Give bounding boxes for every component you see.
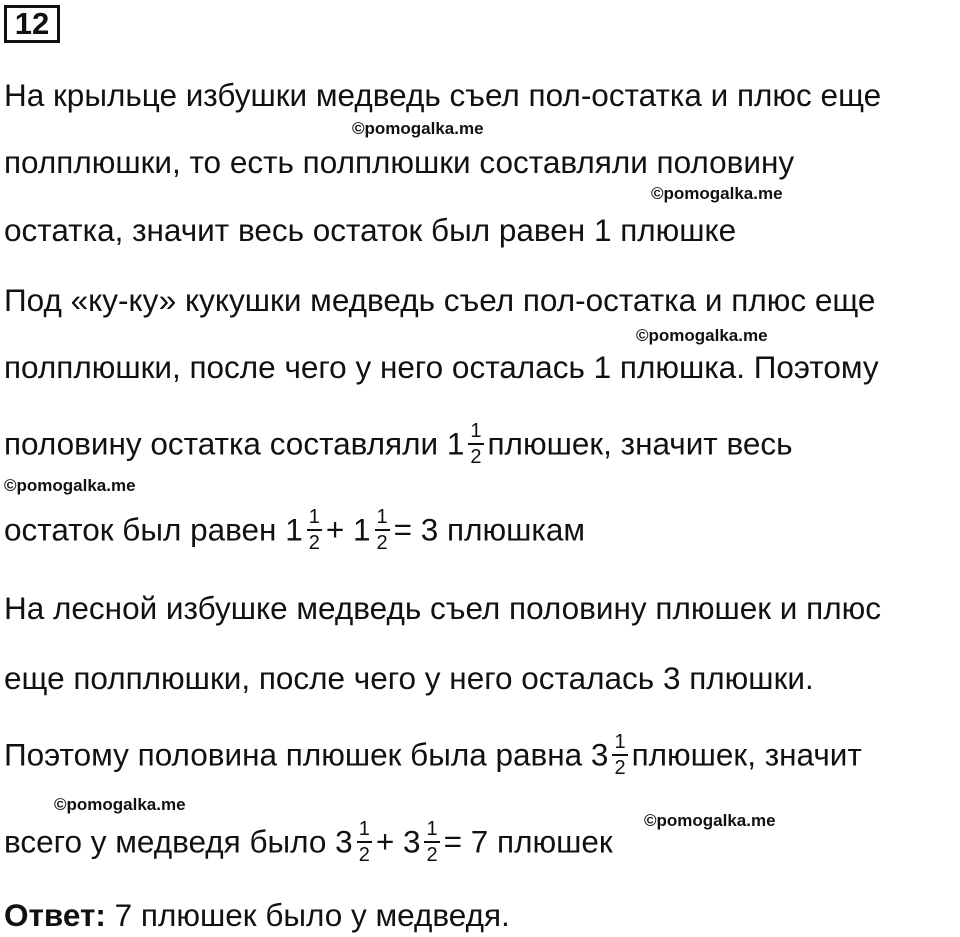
fraction-denominator: 2 [308, 532, 320, 554]
fraction-numerator: 1 [307, 506, 322, 531]
text-line-4: Под «ку-ку» кукушки медведь съел пол-остатка и плюс еще [4, 282, 876, 318]
text-segment: + 3 [375, 823, 421, 860]
text-segment: плюшек, значит весь [487, 425, 793, 462]
text-line-3: остатка, значит весь остаток был равен 1 плюшке [4, 212, 737, 248]
fraction-one-half [612, 731, 627, 779]
watermark: ©pomogalka.me [4, 476, 136, 495]
text-line-5: полплюшки, после чего у него осталась 1 плюшка. Поэтому [4, 349, 879, 385]
answer-line [4, 895, 510, 935]
fraction-denominator: 2 [614, 757, 626, 779]
watermark: ©pomogalka.me [352, 119, 484, 138]
text-line-2: полплюшки, то есть полплюшки составляли половину [4, 144, 795, 180]
watermark: ©pomogalka.me [636, 326, 768, 345]
fraction-numerator: 1 [357, 818, 372, 843]
fraction-numerator: 1 [612, 731, 627, 756]
fraction-one-half [357, 818, 372, 866]
answer-label: Ответ: [4, 897, 106, 933]
text-segment: всего у медведя было 3 [4, 823, 353, 860]
fraction-one-half [424, 818, 439, 866]
text-segment: Поэтому половина плюшек была равна 3 [4, 736, 609, 773]
text-line-8: На лесной избушке медведь съел половину плюшек и плюс [4, 590, 881, 626]
text-segment: = 3 плюшкам [393, 511, 586, 548]
fraction-denominator: 2 [470, 446, 482, 468]
fraction-numerator: 1 [468, 420, 483, 445]
text-line-10 [4, 733, 862, 781]
fraction-denominator: 2 [426, 844, 438, 866]
text-segment: плюшек, значит [631, 736, 862, 773]
text-line-11 [4, 820, 613, 868]
fraction-denominator: 2 [376, 532, 388, 554]
answer-text: 7 плюшек было у медведя. [105, 897, 510, 933]
text-line-1: На крыльце избушки медведь съел пол-остатка и плюс еще [4, 77, 882, 113]
fraction-numerator: 1 [424, 818, 439, 843]
watermark: ©pomogalka.me [644, 811, 776, 830]
text-segment: остаток был равен 1 [4, 511, 303, 548]
text-line-9: еще полплюшки, после чего у него осталась 3 плюшки. [4, 660, 814, 696]
fraction-one-half [468, 420, 483, 468]
text-segment: половину остатка составляли 1 [4, 425, 465, 462]
watermark: ©pomogalka.me [54, 795, 186, 814]
fraction-one-half [307, 506, 322, 554]
task-number-box: 12 [4, 5, 60, 43]
fraction-denominator: 2 [358, 844, 370, 866]
fraction-one-half [375, 506, 390, 554]
text-line-7 [4, 508, 585, 556]
fraction-numerator: 1 [375, 506, 390, 531]
watermark: ©pomogalka.me [651, 184, 783, 203]
text-segment: + 1 [325, 511, 371, 548]
text-line-6 [4, 422, 793, 470]
text-segment: = 7 плюшек [443, 823, 613, 860]
